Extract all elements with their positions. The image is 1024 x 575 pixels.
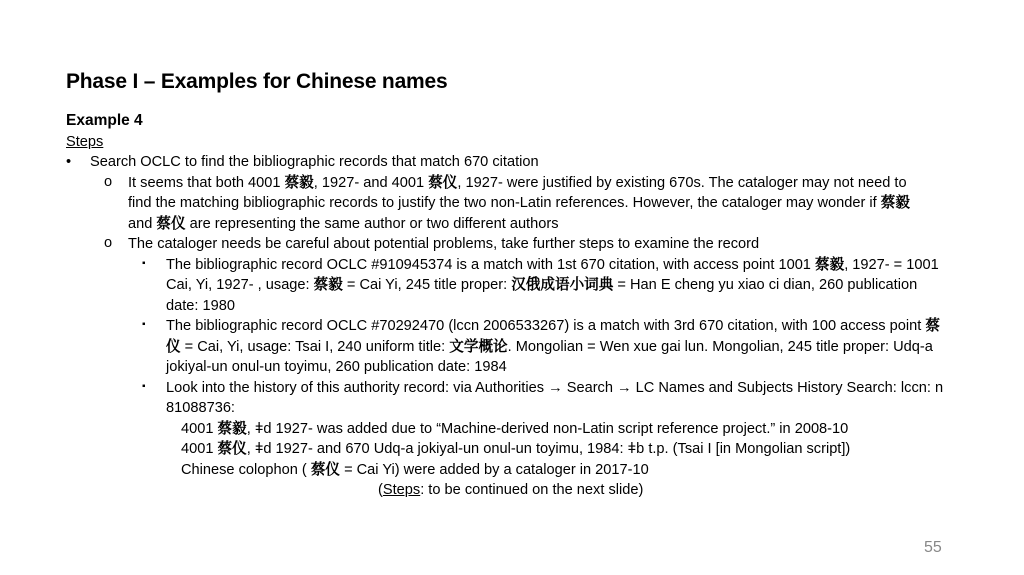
text-fragment: are representing the same author or two different authors [185,215,559,232]
chinese-name: 蔡毅 [313,276,343,293]
text-fragment: 4001 [181,420,218,437]
text-fragment: = Cai Yi) were added by a cataloger in 2017-10 [340,461,649,478]
bullet-square-icon: ▪ [142,257,146,269]
text-fragment: = Cai Yi, 245 title proper: [342,277,512,293]
bullet-text: The cataloger needs be careful about potential problems, take further steps to examine the record [128,236,760,252]
page-number: 55 [924,539,942,556]
history-line-2 [181,439,966,460]
chinese-name: 蔡毅 [814,255,845,273]
bullet-text: Search OCLC to find the bibliographic records that match 670 citation [90,154,539,170]
text-fragment: and [128,215,157,232]
bullet-disc-icon: • [66,154,72,170]
text-fragment: , ǂd 1927- and 670 Udq-a jokiyal-un onul-un toyimu, 1984: ǂb t.p. (Tsai I [in Mongolian script]) [246,441,851,457]
text-fragment: The bibliographic record OCLC #70292470 (lccn 2006533267) is a match with 3rd 670 citation, with 100 access point [166,318,926,334]
text-fragment: . Mongolian = Wen xue gai lun. Mongolian, 245 title proper: Udq-a jokiyal-un onul-un toyimu, 260 publication date: 1984 [166,338,933,375]
text-fragment: : to be continued on the next slide) [420,482,644,498]
chinese-name: 蔡毅 [217,419,247,437]
text-fragment: , 1927- = 1001 Cai, Yi, 1927- , usage: [166,256,939,293]
text-fragment: , 1927- and 4001 [313,174,429,191]
text-fragment: 4001 [181,441,218,457]
chinese-name: 蔡毅 [880,194,910,211]
item-oclc-910945374 [142,255,946,317]
steps-heading: Steps [66,133,104,150]
chinese-name: 蔡仪 [217,440,247,457]
text-fragment: ( [378,482,383,498]
chinese-title: 文学概论 [449,337,508,355]
arrow-right-icon: → [617,379,632,396]
text-fragment: The bibliographic record OCLC #910945374 is a match with 1st 670 citation, with access point 1001 [166,256,815,273]
text-fragment: = Han E cheng yu xiao ci dian, 260 publication date: 1980 [166,277,918,314]
text-fragment: Search [562,379,618,396]
slide-body [66,111,966,501]
example-heading: Example 4 [66,112,143,129]
bullet-search-oclc [66,152,966,173]
text-fragment: Chinese colophon ( [181,461,311,478]
chinese-name: 蔡仪 [310,460,341,478]
text-fragment: LC Names and Subjects History Search: lccn: n 81088736: [166,379,944,416]
chinese-name: 蔡仪 [166,317,940,355]
text-fragment: It seems that both 4001 [128,174,285,191]
text-fragment: Look into the history of this authority record: via Authorities [166,379,549,396]
item-authority-history [142,378,946,419]
chinese-name: 蔡仪 [428,173,458,191]
text-fragment: = Cai, Yi, usage: Tsai I, 240 uniform title: [180,338,450,355]
arrow-right-icon: → [548,379,563,396]
sub-bullet-justified [104,173,943,235]
text-fragment: , ǂd 1927- was added due to “Machine-derived non-Latin script reference project.” in 2008-10 [246,420,849,437]
chinese-title: 汉俄成语小词典 [511,276,614,293]
chinese-name: 蔡毅 [284,173,314,191]
text-fragment: , 1927- were justified by existing 670s. The cataloger may not need to find the matching bibliographic records to justify the two non-Latin references. However, the cataloger may wonder if [128,174,907,211]
steps-reference: Steps [382,482,421,498]
sub-bullet-careful [104,234,943,255]
bullet-circle-icon: o [104,173,113,190]
continued-note [378,480,966,501]
chinese-name: 蔡仪 [156,214,186,232]
item-oclc-70292470 [142,316,946,378]
history-line-3 [181,460,966,481]
bullet-square-icon: ▪ [142,380,146,392]
history-line-1 [181,419,966,440]
bullet-circle-icon: o [104,235,113,251]
bullet-square-icon: ▪ [142,319,146,330]
slide-title: Phase I – Examples for Chinese names [66,70,448,93]
